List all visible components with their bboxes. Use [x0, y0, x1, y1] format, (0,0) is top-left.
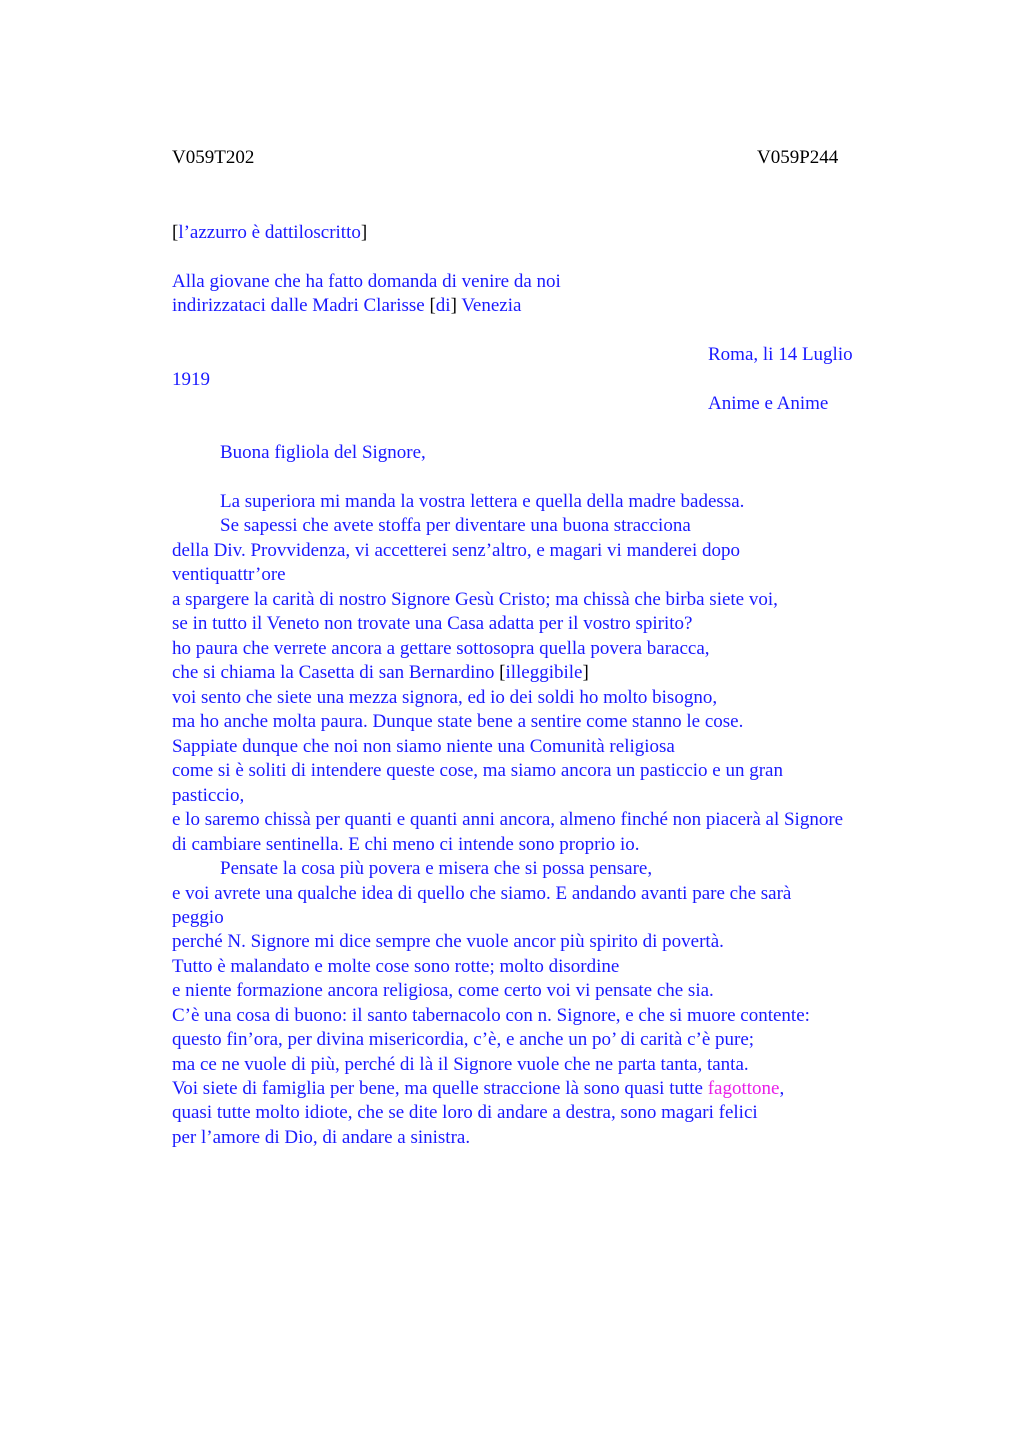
body-line: questo fin’ora, per divina misericordia, c’è, e anche un po’ di carità c’è pure; — [172, 1029, 755, 1050]
body-line — [172, 661, 589, 685]
body-line: ma ce ne vuole di più, perché di là il Signore vuole che ne parta tanta, tanta. — [172, 1054, 749, 1075]
body-line: e lo saremo chissà per quanti e quanti anni ancora, almeno finché non piacerà al Signore — [172, 809, 844, 830]
note-text: l’azzurro è dattiloscritto — [178, 222, 361, 243]
body-line: Sappiate dunque che noi non siamo niente una Comunità religiosa — [172, 736, 675, 757]
address-line-2-post: Venezia — [456, 295, 522, 316]
address-bracket-open: [ — [429, 295, 436, 316]
address-bracket-text: di — [435, 295, 451, 316]
highlighted-word: fagottone — [707, 1078, 780, 1099]
body-line: a spargere la carità di nostro Signore Gesù Cristo; ma chissà che birba siete voi, — [172, 589, 778, 610]
illegible-bracket-open: [ — [499, 662, 506, 683]
note-bracket-open: [ — [172, 222, 179, 243]
dateline-year: 1919 — [172, 369, 210, 390]
body-line: della Div. Provvidenza, vi accetterei senz’altro, e magari vi manderei dopo — [172, 540, 741, 561]
editorial-note — [172, 221, 367, 245]
illegible-note: illeggibile — [505, 662, 583, 683]
body-line: peggio — [172, 907, 224, 928]
body-line — [172, 1077, 784, 1101]
body-line-25-pre: Voi siete di famiglia per bene, ma quelle straccione là sono quasi tutte — [172, 1078, 708, 1099]
body-line: per l’amore di Dio, di andare a sinistra. — [172, 1127, 471, 1148]
body-line: come si è soliti di intendere queste cose, ma siamo ancora un pasticcio e un gran — [172, 760, 783, 781]
dateline-place-date: Roma, li 14 Luglio — [708, 344, 853, 365]
body-line: ventiquattr’ore — [172, 564, 286, 585]
body-line: voi sento che siete una mezza signora, ed io dei soldi ho molto bisogno, — [172, 687, 718, 708]
body-line: Tutto è malandato e molte cose sono rotte; molto disordine — [172, 956, 620, 977]
header-right-code: V059P244 — [757, 147, 839, 168]
dateline-motto: Anime e Anime — [708, 393, 829, 414]
body-line: La superiora mi manda la vostra lettera e quella della madre badessa. — [220, 491, 745, 512]
body-line: perché N. Signore mi dice sempre che vuole ancor più spirito di povertà. — [172, 931, 724, 952]
header-left-code: V059T202 — [172, 147, 255, 168]
body-line: se in tutto il Veneto non trovate una Casa adatta per il vostro spirito? — [172, 613, 693, 634]
body-line-08-pre: che si chiama la Casetta di san Bernardino — [172, 662, 500, 683]
illegible-bracket-close: ] — [582, 662, 589, 683]
body-line: e niente formazione ancora religiosa, come certo voi vi pensate che sia. — [172, 980, 714, 1001]
body-line: Pensate la cosa più povera e misera che si possa pensare, — [220, 858, 653, 879]
body-line: quasi tutte molto idiote, che se dite loro di andare a destra, sono magari felici — [172, 1102, 758, 1123]
address-line-1: Alla giovane che ha fatto domanda di venire da noi — [172, 271, 561, 292]
body-line: ma ho anche molta paura. Dunque state bene a sentire come stanno le cose. — [172, 711, 744, 732]
address-bracket-close: ] — [450, 295, 457, 316]
address-line-2-pre: indirizzataci dalle Madri Clarisse — [172, 295, 430, 316]
body-line: ho paura che verrete ancora a gettare sottosopra quella povera baracca, — [172, 638, 710, 659]
body-line: e voi avrete una qualche idea di quello che siamo. E andando avanti pare che sarà — [172, 883, 792, 904]
address-line-2 — [172, 294, 521, 318]
body-line: Se sapessi che avete stoffa per diventare una buona stracciona — [220, 515, 691, 536]
body-line-25-post: , — [779, 1078, 785, 1099]
body-line: C’è una cosa di buono: il santo tabernacolo con n. Signore, e che si muore contente: — [172, 1005, 810, 1026]
body-line: di cambiare sentinella. E chi meno ci intende sono proprio io. — [172, 834, 640, 855]
salutation: Buona figliola del Signore, — [220, 442, 426, 463]
note-bracket-close: ] — [360, 222, 368, 243]
body-line: pasticcio, — [172, 785, 245, 806]
